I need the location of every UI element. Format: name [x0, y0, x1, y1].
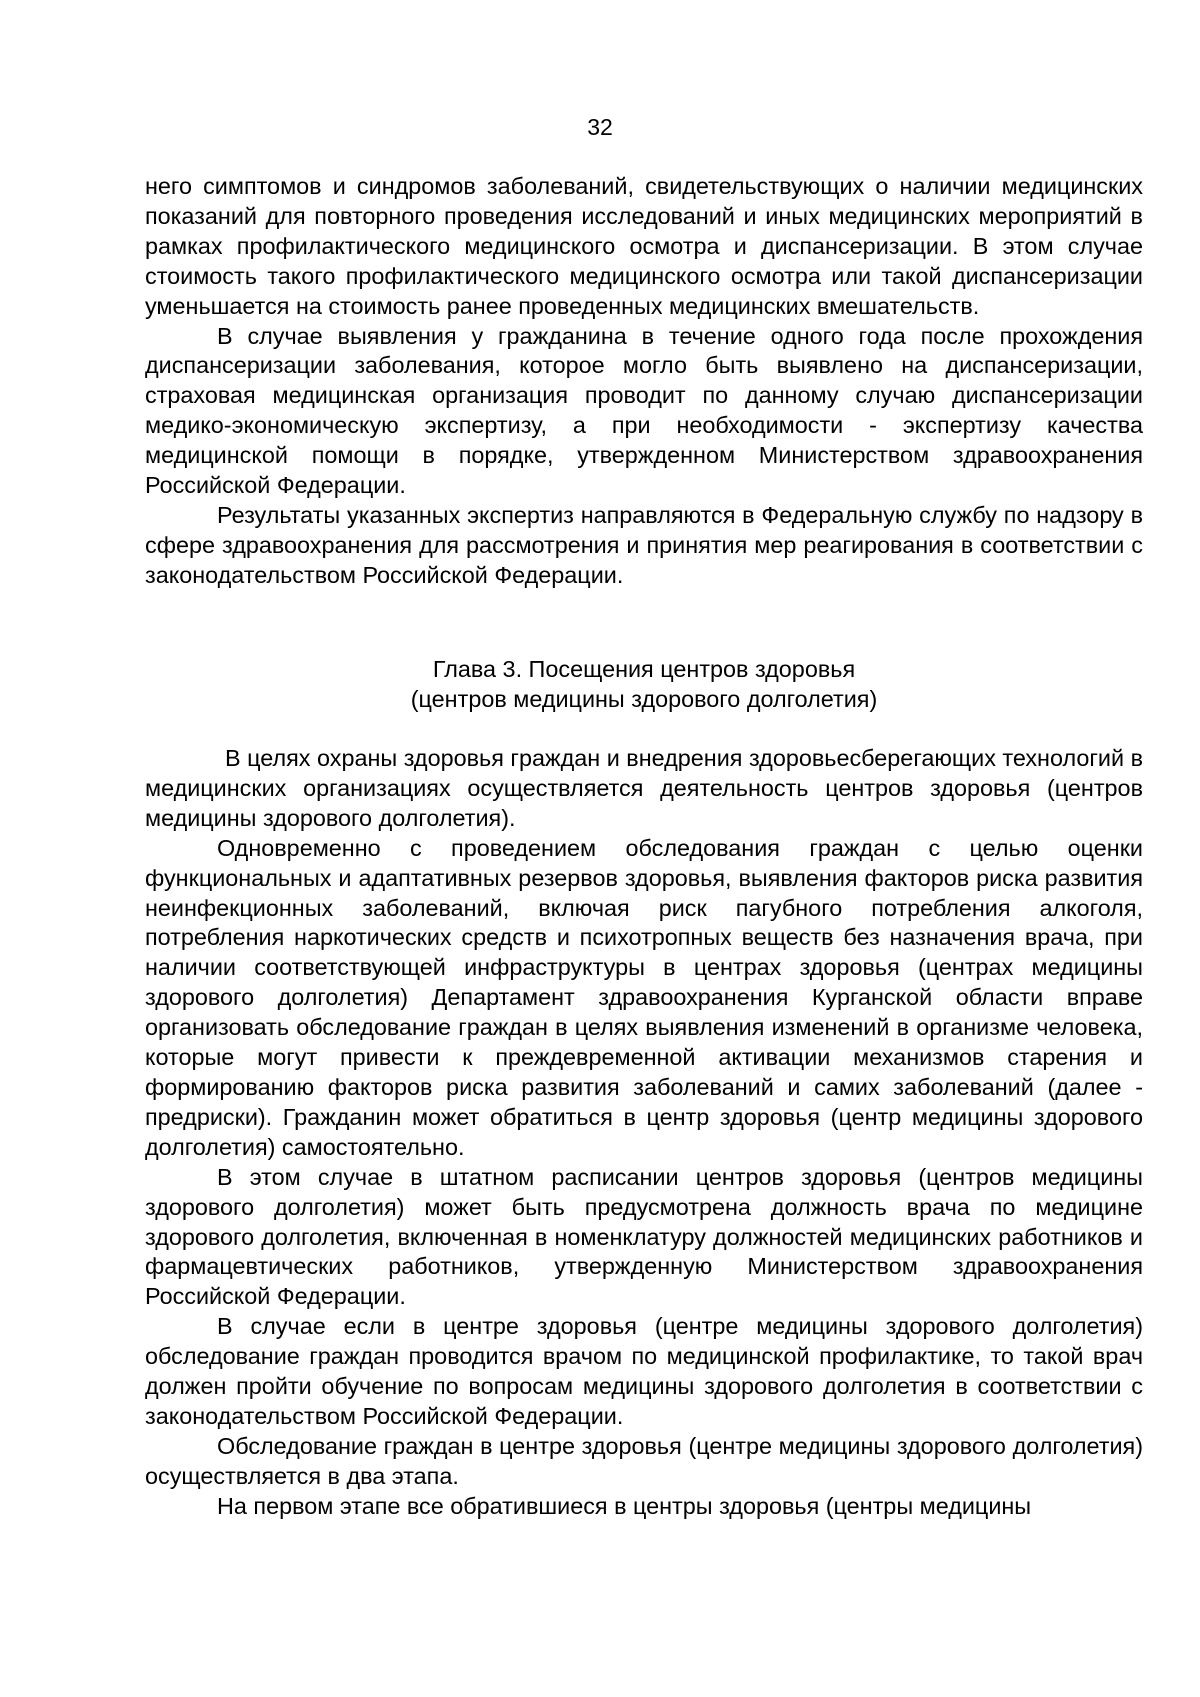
paragraph-continuation: него симптомов и синдромов заболеваний, свидетельствующих о наличии медицинских показаний для повторного проведения исследований и иных медицинских мероприятий в рамках профилактического медицинского осмотра и диспансеризации. В этом случае стоимость такого профилактического медицинского осмотра или такой диспансеризации уменьшается на стоимость ранее проведенных медицинских вмешательств.	[145, 173, 1143, 319]
chapter-heading	[145, 654, 1143, 714]
paragraph: В этом случае в штатном расписании центров здоровья (центров медицины здорового долголетия) может быть предусмотрена должность врача по медицине здорового долголетия, включенная в номенклатуру должностей медицинских работников и фармацевтических работников, утвержденную Министерством здравоохранения Российской Федерации.	[145, 1163, 1143, 1310]
text-block-before-chapter	[145, 172, 1143, 591]
page-number: 32	[587, 114, 613, 140]
paragraph: Обследование граждан в центре здоровья (центре медицины здорового долголетия) осуществляется в два этапа.	[145, 1432, 1143, 1489]
paragraph: В случае выявления у гражданина в течение одного года после прохождения диспансеризации заболевания, которое могло быть выявлено на диспансеризации, страховая медицинская организация проводит по данному случаю диспансеризации медико-экономическую экспертизу, а при необходимости - экспертизу качества медицинской помощи в порядке, утвержденном Министерством здравоохранения Российской Федерации.	[145, 322, 1143, 499]
chapter-subtitle: (центров медицины здорового долголетия)	[410, 686, 878, 712]
text-block-chapter-body	[145, 744, 1143, 1522]
paragraph: В целях охраны здоровья граждан и внедрения здоровьесберегающих технологий в медицинских организациях осуществляется деятельность центров здоровья (центров медицины здорового долголетия).	[145, 745, 1143, 831]
paragraph: Одновременно с проведением обследования граждан с целью оценки функциональных и адаптативных резервов здоровья, выявления факторов риска развития неинфекционных заболеваний, включая риск пагубного потребления алкоголя, потребления наркотических средств и психотропных веществ без назначения врача, при наличии соответствующей инфраструктуры в центрах здоровья (центрах медицины здорового долголетия) Департамент здравоохранения Курганской области вправе организовать обследование граждан в целях выявления изменений в организме человека, которые могут привести к преждевременной активации механизмов старения и формированию факторов риска развития заболеваний и самих заболеваний (далее - предриски). Гражданин может обратиться в центр здоровья (центр медицины здорового долголетия) самостоятельно.	[145, 834, 1143, 1160]
paragraph: Результаты указанных экспертиз направляются в Федеральную службу по надзору в сфере здравоохранения для рассмотрения и принятия мер реагирования в соответствии с законодательством Российской Федерации.	[145, 501, 1143, 588]
chapter-title: Глава 3. Посещения центров здоровья	[432, 656, 856, 682]
paragraph: В случае если в центре здоровья (центре медицины здорового долголетия) обследование граждан проводится врачом по медицинской профилактике, то такой врач должен пройти обучение по вопросам медицины здорового долголетия в соответствии с законодательством Российской Федерации.	[145, 1313, 1143, 1429]
paragraph-truncated: На первом этапе все обратившиеся в центры здоровья (центры медицины	[217, 1492, 1032, 1519]
